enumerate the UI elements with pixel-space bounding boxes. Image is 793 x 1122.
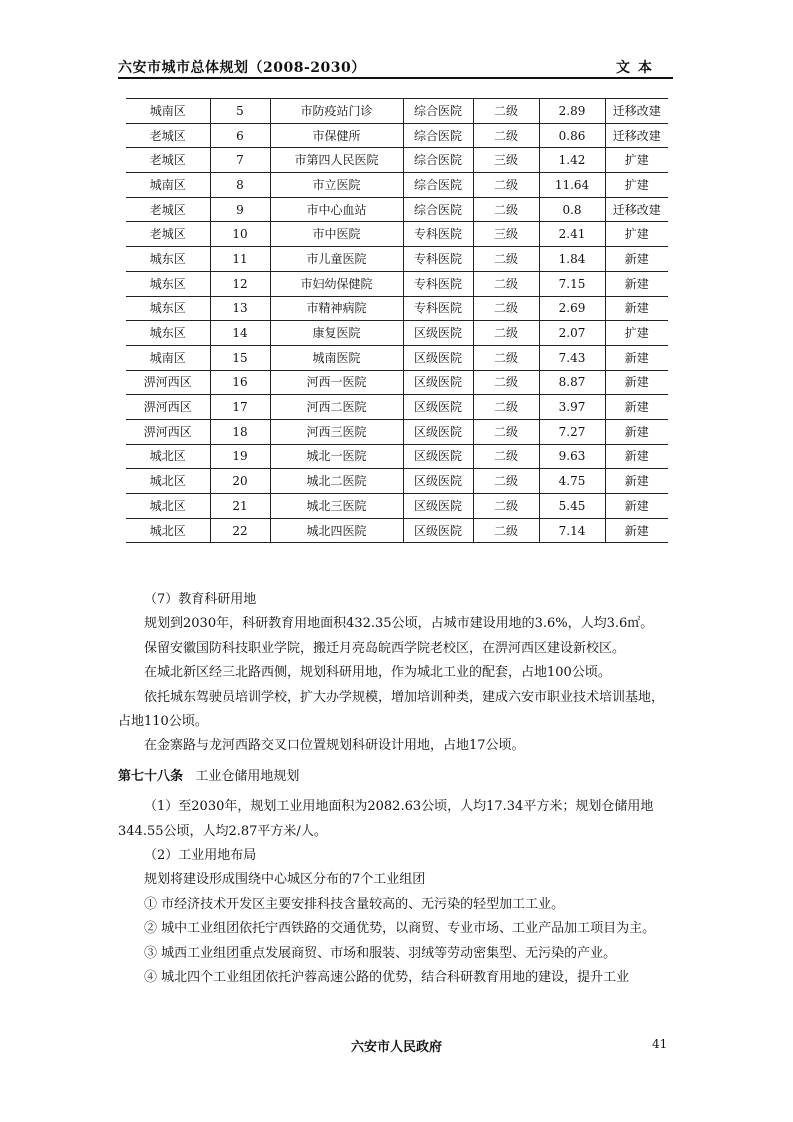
grade-cell: 二级 [473, 99, 539, 124]
area-cell: 7.27 [539, 419, 605, 444]
type-cell: 综合医院 [403, 99, 473, 124]
grade-cell: 二级 [473, 247, 539, 272]
index-cell: 13 [210, 296, 270, 321]
table-row [126, 296, 668, 321]
grade-cell: 二级 [473, 345, 539, 370]
type-cell: 区级医院 [403, 321, 473, 346]
grade-cell: 二级 [473, 321, 539, 346]
grade-cell: 二级 [473, 444, 539, 469]
action-cell: 新建 [605, 271, 668, 296]
action-cell: 扩建 [605, 148, 668, 173]
district-cell: 城东区 [126, 247, 210, 272]
hospital-name-cell: 市中心血站 [270, 197, 403, 222]
district-cell: 城北区 [126, 444, 210, 469]
grade-cell: 二级 [473, 395, 539, 420]
grade-cell: 二级 [473, 494, 539, 519]
list-item: ④ 城北四个工业组团依托沪蓉高速公路的优势，结合科研教育用地的建设，提升工业 [144, 970, 630, 986]
area-cell: 1.84 [539, 247, 605, 272]
table-row [126, 518, 668, 543]
area-cell: 1.42 [539, 148, 605, 173]
hospital-name-cell: 城北二医院 [270, 469, 403, 494]
table-row [126, 123, 668, 148]
district-cell: 城东区 [126, 321, 210, 346]
subsection-heading: （2）工业用地布局 [144, 848, 257, 864]
area-cell: 4.75 [539, 469, 605, 494]
action-cell: 新建 [605, 370, 668, 395]
hospital-table-body [126, 99, 668, 543]
hospital-name-cell: 康复医院 [270, 321, 403, 346]
document-title: 六安市城市总体规划（2008-2030） [118, 60, 366, 76]
hospital-name-cell: 市儿童医院 [270, 247, 403, 272]
area-cell: 7.15 [539, 271, 605, 296]
district-cell: 淠河西区 [126, 419, 210, 444]
action-cell: 新建 [624, 523, 649, 538]
subsection-heading: （7）教育科研用地 [144, 592, 257, 607]
table-row [126, 148, 668, 173]
district-cell: 老城区 [126, 197, 210, 222]
district-cell: 城南区 [126, 173, 210, 198]
district-cell: 城南区 [126, 345, 210, 370]
area-cell: 5.45 [539, 494, 605, 519]
type-cell: 区级医院 [403, 370, 473, 395]
paragraph: 规划到2030年，科研教育用地面积432.35公顷，占城市建设用地的3.6%，人均3.6㎡。 [144, 616, 654, 632]
area-cell: 7.43 [539, 345, 605, 370]
area-cell: 2.07 [539, 321, 605, 346]
type-cell: 专科医院 [403, 247, 473, 272]
area-cell: 7.14 [539, 518, 605, 543]
footer-org: 六安市人民政府 [350, 1040, 442, 1055]
list-item: ① 市经济技术开发区主要安排科技含量较高的、无污染的轻型加工工业。 [144, 896, 565, 912]
area-cell: 9.63 [539, 444, 605, 469]
paragraph: 规划将建设形成围绕中心城区分布的7个工业组团 [144, 872, 426, 888]
table-row [126, 99, 668, 124]
hospital-name-cell: 市妇幼保健院 [270, 271, 403, 296]
index-cell: 17 [210, 395, 270, 420]
district-cell: 老城区 [126, 222, 210, 247]
header-rule [118, 77, 673, 79]
hospital-name-cell: 河西一医院 [270, 370, 403, 395]
hospital-name-cell: 城北四医院 [270, 518, 403, 543]
index-cell: 9 [210, 197, 270, 222]
grade-cell: 二级 [473, 173, 539, 198]
action-cell: 新建 [605, 494, 668, 519]
type-cell: 专科医院 [403, 296, 473, 321]
body-text [118, 588, 674, 991]
action-cell: 新建 [605, 469, 668, 494]
index-cell: 6 [210, 123, 270, 148]
district-cell: 老城区 [126, 123, 210, 148]
district-cell: 城北区 [126, 494, 210, 519]
index-cell: 14 [210, 321, 270, 346]
type-cell: 综合医院 [403, 148, 473, 173]
district-cell: 城东区 [126, 296, 210, 321]
area-cell: 2.89 [539, 99, 605, 124]
hospital-name-cell: 市立医院 [270, 173, 403, 198]
type-cell: 区级医院 [403, 345, 473, 370]
table-row [126, 345, 668, 370]
index-cell: 20 [210, 469, 270, 494]
grade-cell: 三级 [473, 148, 539, 173]
area-cell: 2.69 [539, 296, 605, 321]
type-cell: 综合医院 [403, 123, 473, 148]
grade-cell: 二级 [473, 419, 539, 444]
type-cell: 区级医院 [403, 444, 473, 469]
index-cell: 11 [210, 247, 270, 272]
type-cell: 综合医院 [403, 197, 473, 222]
type-cell: 区级医院 [403, 469, 473, 494]
index-cell: 8 [210, 173, 270, 198]
section-label: 文本 [616, 60, 660, 76]
table-row [126, 395, 668, 420]
action-cell: 扩建 [605, 321, 668, 346]
action-cell: 新建 [605, 419, 668, 444]
area-cell: 0.86 [539, 123, 605, 148]
hospital-name-cell: 市中医院 [270, 222, 403, 247]
hospital-name-cell: 河西三医院 [270, 419, 403, 444]
paragraph: 依托城东驾驶员培训学校，扩大办学规模，增加培训种类，建成六安市职业技术培训基地，占地110公顷。 [118, 689, 665, 730]
index-cell: 21 [210, 494, 270, 519]
type-cell: 区级医院 [403, 419, 473, 444]
index-cell: 10 [210, 222, 270, 247]
action-cell: 迁移改建 [605, 123, 668, 148]
type-cell: 专科医院 [403, 222, 473, 247]
table-row [126, 321, 668, 346]
index-cell: 18 [210, 419, 270, 444]
hospital-name-cell: 河西二医院 [270, 395, 403, 420]
table-row [126, 222, 668, 247]
hospital-name-cell: 市精神病院 [270, 296, 403, 321]
action-cell: 扩建 [605, 173, 668, 198]
paragraph: 保留安徽国防科技职业学院，搬迁月亮岛皖西学院老校区，在淠河西区建设新校区。 [144, 640, 626, 656]
table-row [126, 197, 668, 222]
index-cell: 19 [210, 444, 270, 469]
grade-cell: 二级 [473, 197, 539, 222]
hospital-name-cell: 市保健所 [270, 123, 403, 148]
list-item: ③ 城西工业组团重点发展商贸、市场和服装、羽绒等劳动密集型、无污染的产业。 [144, 945, 617, 961]
paragraph: （1）至2030年，规划工业用地面积为2082.63公顷，人均17.34平方米；规划仓储用地344.55公顷，人均2.87平方米/人。 [118, 799, 654, 839]
action-cell: 迁移改建 [605, 197, 668, 222]
district-cell: 城南区 [126, 99, 210, 124]
action-cell: 新建 [605, 247, 668, 272]
table-row [126, 271, 668, 296]
action-cell: 新建 [605, 444, 668, 469]
action-cell: 新建 [605, 345, 668, 370]
article-number: 第七十八条 [118, 768, 184, 784]
index-cell: 16 [210, 370, 270, 395]
area-cell: 8.87 [539, 370, 605, 395]
hospital-name-cell: 城北一医院 [270, 444, 403, 469]
article-heading [118, 765, 674, 789]
grade-cell: 二级 [473, 271, 539, 296]
table-row [126, 247, 668, 272]
index-cell: 22 [210, 518, 270, 543]
table-row [126, 370, 668, 395]
grade-cell: 三级 [473, 222, 539, 247]
type-cell: 区级医院 [403, 395, 473, 420]
grade-cell: 二级 [473, 518, 539, 543]
area-cell: 0.8 [539, 197, 605, 222]
grade-cell: 二级 [473, 469, 539, 494]
index-cell: 7 [210, 148, 270, 173]
area-cell: 2.41 [539, 222, 605, 247]
action-cell: 扩建 [605, 222, 668, 247]
type-cell: 区级医院 [403, 494, 473, 519]
hospital-name-cell: 市第四人民医院 [270, 148, 403, 173]
grade-cell: 二级 [473, 370, 539, 395]
district-cell: 淠河西区 [126, 395, 210, 420]
article-title: 工业仓储用地规划 [195, 768, 300, 784]
table-row [126, 469, 668, 494]
action-cell: 新建 [605, 296, 668, 321]
grade-cell: 二级 [473, 123, 539, 148]
area-cell: 3.97 [539, 395, 605, 420]
hospital-name-cell: 城南医院 [270, 345, 403, 370]
district-cell: 淠河西区 [126, 370, 210, 395]
action-cell: 迁移改建 [605, 99, 668, 124]
district-cell: 老城区 [126, 148, 210, 173]
grade-cell: 二级 [473, 296, 539, 321]
index-cell: 12 [210, 271, 270, 296]
table-row [126, 494, 668, 519]
table-row [126, 444, 668, 469]
area-cell: 11.64 [539, 173, 605, 198]
district-cell: 城北区 [126, 518, 210, 543]
type-cell: 综合医院 [403, 173, 473, 198]
type-cell: 区级医院 [403, 518, 473, 543]
index-cell: 15 [210, 345, 270, 370]
table-row [126, 173, 668, 198]
page-number: 41 [652, 1037, 668, 1051]
type-cell: 专科医院 [403, 271, 473, 296]
table-row [126, 419, 668, 444]
action-cell: 新建 [605, 395, 668, 420]
district-cell: 城东区 [126, 271, 210, 296]
index-cell: 5 [210, 99, 270, 124]
hospital-name-cell: 城北三医院 [270, 494, 403, 519]
list-item: ② 城中工业组团依托宁西铁路的交通优势，以商贸、专业市场、工业产品加工项目为主。 [144, 921, 656, 937]
hospital-name-cell: 市防疫站门诊 [270, 99, 403, 124]
paragraph: 在金寨路与龙河西路交叉口位置规划科研设计用地，占地17公顷。 [144, 738, 525, 754]
hospital-table [126, 98, 668, 543]
paragraph: 在城北新区经三北路西侧，规划科研用地，作为城北工业的配套，占地100公顷。 [144, 665, 611, 681]
district-cell: 城北区 [126, 469, 210, 494]
